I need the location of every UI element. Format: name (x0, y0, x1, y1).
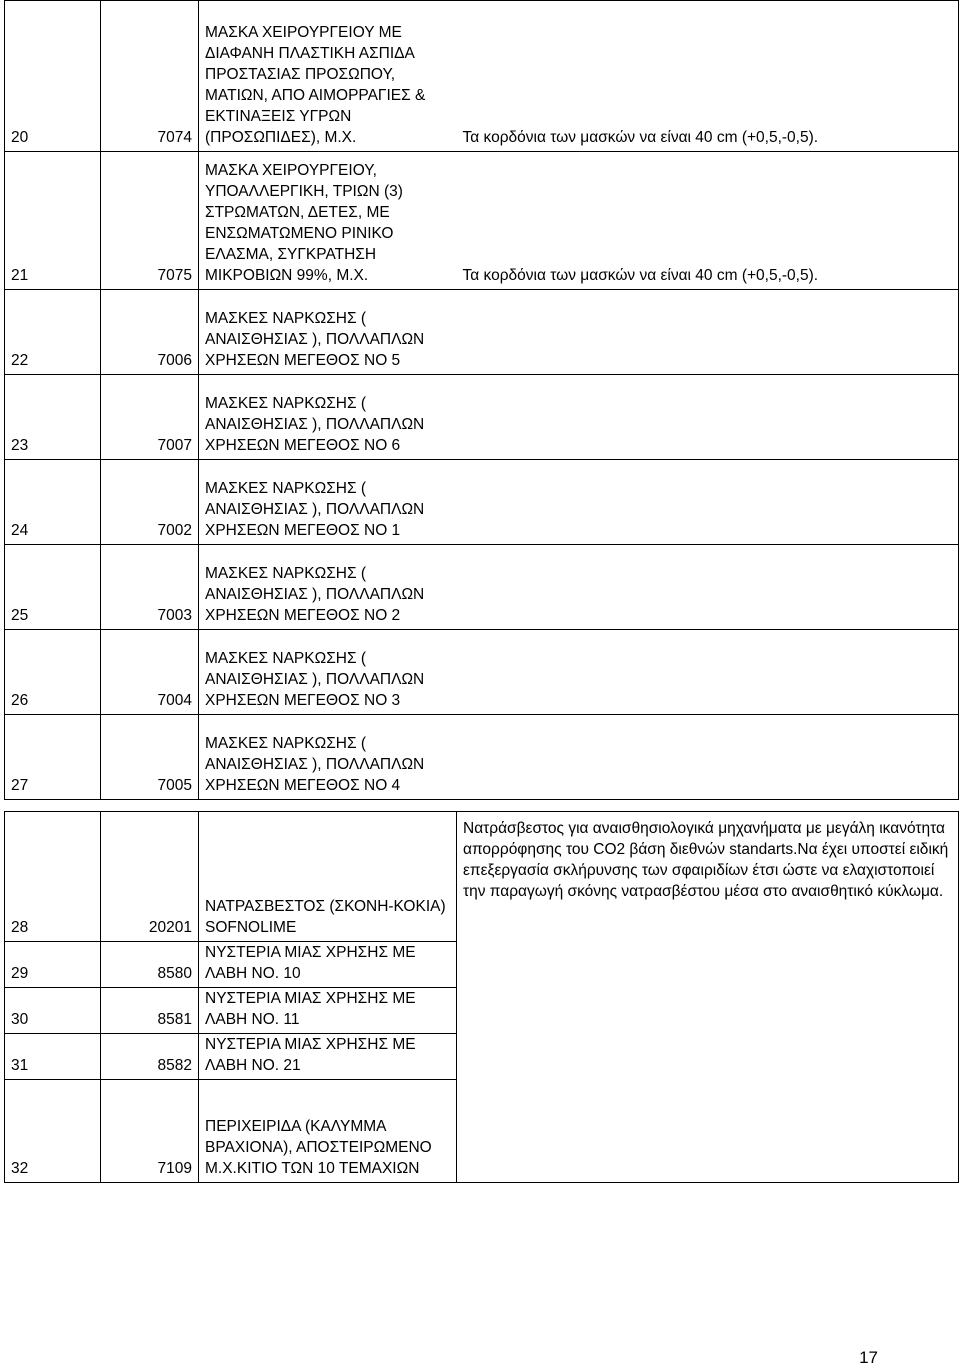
row-number: 29 (5, 942, 101, 988)
row-number: 30 (5, 988, 101, 1034)
item-description: ΝΥΣΤΕΡΙΑ ΜΙΑΣ ΧΡΗΣΗΣ ΜΕ ΛΑΒΗ ΝΟ. 21 (199, 1034, 457, 1080)
item-note: Νατράσβεστος για αναισθησιολογικά μηχανήματα με μεγάλη ικανότητα απορρόφησης του CO2 βάση διεθνών standarts.Να έχει υποστεί ειδική επεξεργασία σκλήρυνσης των σφαιριδίων έτσι ώστε να ελαχιστοποιεί την παραγωγή σκόνης νατρασβέστου μέσα στο αναισθητικό κύκλωμα. (457, 812, 959, 1183)
item-note: Τα κορδόνια των μασκών να είναι 40 cm (+0,5,-0,5). (457, 152, 959, 290)
row-number: 28 (5, 812, 101, 942)
item-description: ΝΥΣΤΕΡΙΑ ΜΙΑΣ ΧΡΗΣΗΣ ΜΕ ΛΑΒΗ ΝΟ. 10 (199, 942, 457, 988)
item-code: 7004 (101, 630, 199, 715)
item-code: 7007 (101, 375, 199, 460)
table-row (5, 812, 959, 942)
item-description: ΝΑΤΡΑΣΒΕΣΤΟΣ (ΣΚΟΝΗ-ΚΟΚΙΑ) SOFNOLIME (199, 812, 457, 942)
table-row (5, 630, 959, 715)
item-code: 7002 (101, 460, 199, 545)
item-description: ΜΑΣΚΕΣ ΝΑΡΚΩΣΗΣ ( ΑΝΑΙΣΘΗΣΙΑΣ ), ΠΟΛΛΑΠΛΩΝ ΧΡΗΣΕΩΝ ΜΕΓΕΘΟΣ ΝΟ 2 (199, 545, 457, 630)
item-code: 20201 (101, 812, 199, 942)
item-note (457, 715, 959, 800)
table-row (5, 290, 959, 375)
table-row (5, 375, 959, 460)
item-note (457, 375, 959, 460)
items-table-1 (4, 0, 959, 800)
item-description: ΜΑΣΚΕΣ ΝΑΡΚΩΣΗΣ ( ΑΝΑΙΣΘΗΣΙΑΣ ), ΠΟΛΛΑΠΛΩΝ ΧΡΗΣΕΩΝ ΜΕΓΕΘΟΣ ΝΟ 4 (199, 715, 457, 800)
item-description: ΝΥΣΤΕΡΙΑ ΜΙΑΣ ΧΡΗΣΗΣ ΜΕ ΛΑΒΗ ΝΟ. 11 (199, 988, 457, 1034)
row-number: 27 (5, 715, 101, 800)
item-description: ΜΑΣΚΕΣ ΝΑΡΚΩΣΗΣ ( ΑΝΑΙΣΘΗΣΙΑΣ ), ΠΟΛΛΑΠΛΩΝ ΧΡΗΣΕΩΝ ΜΕΓΕΘΟΣ ΝΟ 1 (199, 460, 457, 545)
item-description: ΠΕΡΙΧΕΙΡΙΔΑ (ΚΑΛΥΜΜΑ ΒΡΑΧΙΟΝΑ), ΑΠΟΣΤΕΙΡΩΜΕΝΟ Μ.Χ.ΚΙΤΙΟ ΤΩΝ 10 ΤΕΜΑΧΙΩΝ (199, 1080, 457, 1183)
table-row (5, 152, 959, 290)
table-row (5, 545, 959, 630)
row-number: 22 (5, 290, 101, 375)
table-row (5, 715, 959, 800)
row-number: 23 (5, 375, 101, 460)
item-note (457, 630, 959, 715)
row-number: 31 (5, 1034, 101, 1080)
item-code: 7074 (101, 1, 199, 152)
table-row (5, 460, 959, 545)
item-description: ΜΑΣΚΑ ΧΕΙΡΟΥΡΓΕΙΟΥ, ΥΠΟΑΛΛΕΡΓΙΚΗ, ΤΡΙΩΝ (3) ΣΤΡΩΜΑΤΩΝ, ΔΕΤΕΣ, ΜΕ ΕΝΣΩΜΑΤΩΜΕΝΟ ΡΙΝΙΚΟ ΕΛΑΣΜΑ, ΣΥΓΚΡΑΤΗΣΗ ΜΙΚΡΟΒΙΩΝ 99%, Μ.Χ. (199, 152, 457, 290)
item-note (457, 290, 959, 375)
item-code: 7005 (101, 715, 199, 800)
row-number: 26 (5, 630, 101, 715)
items-table-2 (4, 811, 959, 1183)
item-code: 8582 (101, 1034, 199, 1080)
item-code: 7075 (101, 152, 199, 290)
item-code: 7003 (101, 545, 199, 630)
item-description: ΜΑΣΚΑ ΧΕΙΡΟΥΡΓΕΙΟΥ ΜΕ ΔΙΑΦΑΝΗ ΠΛΑΣΤΙΚΗ ΑΣΠΙΔΑ ΠΡΟΣΤΑΣΙΑΣ ΠΡΟΣΩΠΟΥ, ΜΑΤΙΩΝ, ΑΠΟ ΑΙΜΟΡΡΑΓΙΕΣ & ΕΚΤΙΝΑΞΕΙΣ ΥΓΡΩΝ (ΠΡΟΣΩΠΙΔΕΣ), Μ.Χ. (199, 1, 457, 152)
item-code: 8580 (101, 942, 199, 988)
item-code: 7006 (101, 290, 199, 375)
item-code: 8581 (101, 988, 199, 1034)
item-note (457, 545, 959, 630)
row-number: 25 (5, 545, 101, 630)
item-note: Τα κορδόνια των μασκών να είναι 40 cm (+0,5,-0,5). (457, 1, 959, 152)
row-number: 32 (5, 1080, 101, 1183)
item-note (457, 460, 959, 545)
row-number: 21 (5, 152, 101, 290)
page-number: 17 (859, 1348, 878, 1367)
row-number: 20 (5, 1, 101, 152)
item-description: ΜΑΣΚΕΣ ΝΑΡΚΩΣΗΣ ( ΑΝΑΙΣΘΗΣΙΑΣ ), ΠΟΛΛΑΠΛΩΝ ΧΡΗΣΕΩΝ ΜΕΓΕΘΟΣ ΝΟ 3 (199, 630, 457, 715)
item-description: ΜΑΣΚΕΣ ΝΑΡΚΩΣΗΣ ( ΑΝΑΙΣΘΗΣΙΑΣ ), ΠΟΛΛΑΠΛΩΝ ΧΡΗΣΕΩΝ ΜΕΓΕΘΟΣ ΝΟ 6 (199, 375, 457, 460)
item-description: ΜΑΣΚΕΣ ΝΑΡΚΩΣΗΣ ( ΑΝΑΙΣΘΗΣΙΑΣ ), ΠΟΛΛΑΠΛΩΝ ΧΡΗΣΕΩΝ ΜΕΓΕΘΟΣ ΝΟ 5 (199, 290, 457, 375)
row-number: 24 (5, 460, 101, 545)
table-row (5, 1, 959, 152)
item-code: 7109 (101, 1080, 199, 1183)
